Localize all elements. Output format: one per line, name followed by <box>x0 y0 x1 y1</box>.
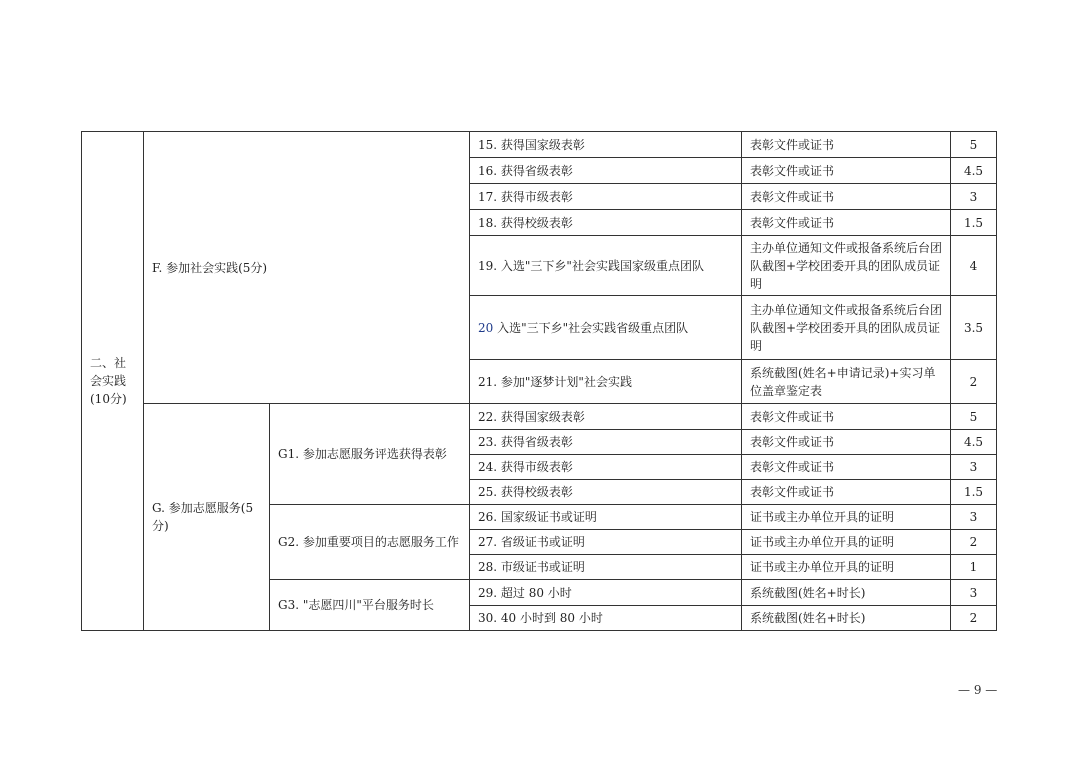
subsection-g3-cell: G3. "志愿四川"平台服务时长 <box>270 580 470 631</box>
page-number: — 9 — <box>958 683 998 697</box>
item-cell: 23. 获得省级表彰 <box>470 430 742 455</box>
table-row <box>82 404 997 430</box>
score-table <box>81 131 997 631</box>
proof-cell: 证书或主办单位开具的证明 <box>742 555 951 580</box>
item-cell: 24. 获得市级表彰 <box>470 455 742 480</box>
subsection-g1-cell: G1. 参加志愿服务评选获得表彰 <box>270 404 470 505</box>
score-cell: 3 <box>951 455 997 480</box>
item-cell: 15. 获得国家级表彰 <box>470 132 742 158</box>
score-cell: 1 <box>951 555 997 580</box>
proof-cell: 证书或主办单位开具的证明 <box>742 530 951 555</box>
item-cell <box>470 296 742 360</box>
section-g-cell: G. 参加志愿服务(5分) <box>144 404 270 631</box>
item-cell: 18. 获得校级表彰 <box>470 210 742 236</box>
item-cell: 30. 40 小时到 80 小时 <box>470 606 742 631</box>
subsection-g2-cell: G2. 参加重要项目的志愿服务工作 <box>270 505 470 580</box>
proof-cell: 表彰文件或证书 <box>742 158 951 184</box>
score-cell: 4.5 <box>951 430 997 455</box>
item-number: 20 <box>478 320 494 335</box>
proof-cell: 系统截图(姓名+申请记录)+实习单位盖章鉴定表 <box>742 360 951 404</box>
score-cell: 3.5 <box>951 296 997 360</box>
proof-cell: 表彰文件或证书 <box>742 132 951 158</box>
score-cell: 1.5 <box>951 480 997 505</box>
section-f-cell: F. 参加社会实践(5分) <box>144 132 470 404</box>
category-cell: 二、社会实践(10分) <box>82 132 144 631</box>
proof-cell: 表彰文件或证书 <box>742 184 951 210</box>
item-cell: 27. 省级证书或证明 <box>470 530 742 555</box>
proof-cell: 表彰文件或证书 <box>742 430 951 455</box>
proof-cell: 主办单位通知文件或报备系统后台团队截图+学校团委开具的团队成员证明 <box>742 296 951 360</box>
item-cell: 21. 参加"逐梦计划"社会实践 <box>470 360 742 404</box>
score-cell: 4.5 <box>951 158 997 184</box>
item-cell: 22. 获得国家级表彰 <box>470 404 742 430</box>
score-cell: 2 <box>951 360 997 404</box>
proof-cell: 表彰文件或证书 <box>742 455 951 480</box>
score-cell: 3 <box>951 580 997 606</box>
proof-cell: 系统截图(姓名+时长) <box>742 606 951 631</box>
score-cell: 3 <box>951 184 997 210</box>
proof-cell: 系统截图(姓名+时长) <box>742 580 951 606</box>
proof-cell: 表彰文件或证书 <box>742 480 951 505</box>
score-cell: 2 <box>951 606 997 631</box>
item-cell: 19. 入选"三下乡"社会实践国家级重点团队 <box>470 236 742 296</box>
proof-cell: 表彰文件或证书 <box>742 404 951 430</box>
score-cell: 4 <box>951 236 997 296</box>
item-text: 入选"三下乡"社会实践省级重点团队 <box>493 320 689 335</box>
item-cell: 29. 超过 80 小时 <box>470 580 742 606</box>
score-cell: 5 <box>951 404 997 430</box>
item-cell: 26. 国家级证书或证明 <box>470 505 742 530</box>
item-cell: 16. 获得省级表彰 <box>470 158 742 184</box>
score-cell: 2 <box>951 530 997 555</box>
score-cell: 1.5 <box>951 210 997 236</box>
proof-cell: 表彰文件或证书 <box>742 210 951 236</box>
proof-cell: 主办单位通知文件或报备系统后台团队截图+学校团委开具的团队成员证明 <box>742 236 951 296</box>
proof-cell: 证书或主办单位开具的证明 <box>742 505 951 530</box>
score-cell: 5 <box>951 132 997 158</box>
item-cell: 25. 获得校级表彰 <box>470 480 742 505</box>
score-cell: 3 <box>951 505 997 530</box>
item-cell: 28. 市级证书或证明 <box>470 555 742 580</box>
table-row <box>82 132 997 158</box>
item-cell: 17. 获得市级表彰 <box>470 184 742 210</box>
